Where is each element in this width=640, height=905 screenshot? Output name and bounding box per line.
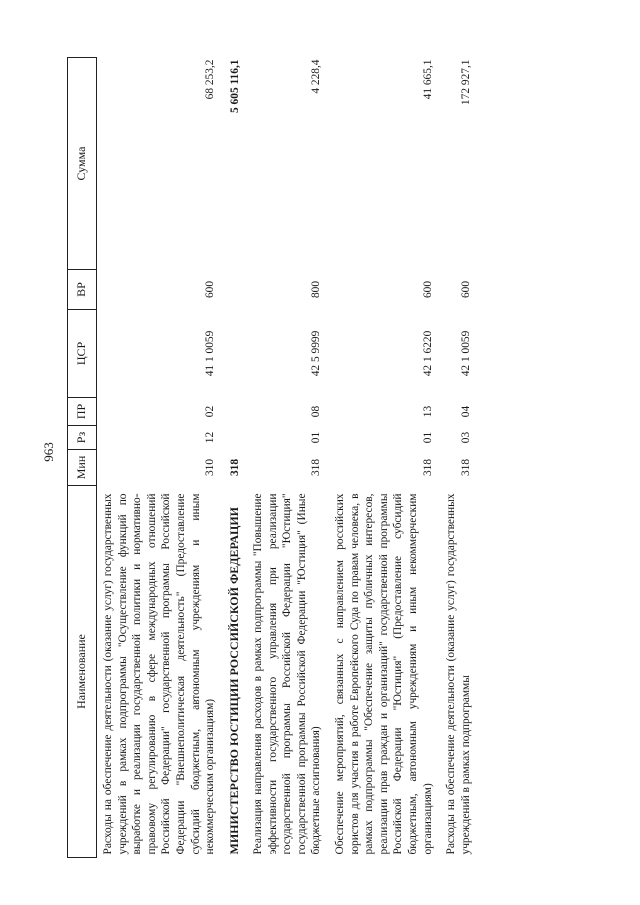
row-sum: 68 253,2 [204,59,217,100]
header-vr: ВР [68,270,97,310]
row-csr [223,310,247,398]
budget-table-sheet [67,58,597,858]
header-pr: ПР [68,398,97,426]
page-number-text: 963 [41,442,56,462]
row-vr: 600 [421,280,434,299]
row-sum: 5 605 116,1 [228,59,241,113]
row-csr: 42 1 6220 [421,330,434,377]
row-vr: 600 [204,280,217,299]
row-rz: 12 [204,431,217,444]
row-vr: 800 [310,280,323,299]
table-header-row [68,58,97,858]
row-min: 318 [310,458,323,477]
table-row-ministry [223,58,247,858]
header-sum: Сумма [68,58,97,270]
header-min: Мин [68,450,97,486]
table-row [97,58,223,858]
table-row [247,58,329,858]
row-vr: 600 [459,280,472,299]
row-rz: 01 [310,431,323,444]
header-name: Наименование [68,486,97,858]
row-csr: 42 1 0059 [459,330,472,377]
page-number [40,432,58,472]
row-rz [223,426,247,450]
row-sum: 4 228,4 [310,59,323,94]
row-sum: 172 927,1 [459,59,472,106]
row-min: 310 [204,458,217,477]
row-pr: 04 [459,405,472,418]
row-name: МИНИСТЕРСТВО ЮСТИЦИИ РОССИЙСКОЙ ФЕДЕРАЦИИ [226,506,241,855]
row-min: 318 [421,458,434,477]
row-vr [223,270,247,310]
row-name: Реализация направления расходов в рамках подпрограммы "Повышение эффективности государственного управления при реализации государственной программы Российской Федерации "Юстиция" государственной программы Российской Федерации "Юстиция" (Иные бюджетные ассигнования) [252,493,323,855]
row-min: 318 [228,458,241,477]
row-pr: 02 [204,405,217,418]
table-row [329,58,440,858]
row-pr [223,398,247,426]
row-csr: 42 5 9999 [310,330,323,377]
row-rz: 01 [421,431,434,444]
header-csr: ЦСР [68,310,97,398]
table-row [440,58,478,858]
header-rz: Рз [68,426,97,450]
row-sum: 41 665,1 [421,59,434,100]
row-pr: 13 [421,405,434,418]
row-name: Обеспечение мероприятий, связанных с направлением российских юристов для участия в работе Европейского Суда по правам человека, в рамках подпрограммы "Обеспечение защиты публичных интересов, реализации прав граждан и организаций" государственной программы Российской Федерации "Юстиция" (Предоставление субсидий бюджетным, автономным учреждениям и иным некоммерческим организациям) [334,493,434,855]
row-pr: 08 [310,405,323,418]
row-name: Расходы на обеспечение деятельности (оказание услуг) государственных учреждений в рамках подпрограммы [445,493,472,855]
budget-table [67,57,478,858]
row-rz: 03 [459,431,472,444]
row-min: 318 [459,458,472,477]
row-name: Расходы на обеспечение деятельности (оказание услуг) государственных учреждений в рамках подпрограммы "Осуществление функций по выработке и реализации государственной политики и нормативно-правовому регулированию в сфере международных отношений Российской Федерации" государственной программы Российской Федерации "Внешнеполитическая деятельность" (Предоставление субсидий бюджетным, автономным учреждениям и иным некоммерческим организациям) [102,493,217,855]
row-csr: 41 1 0059 [204,330,217,377]
